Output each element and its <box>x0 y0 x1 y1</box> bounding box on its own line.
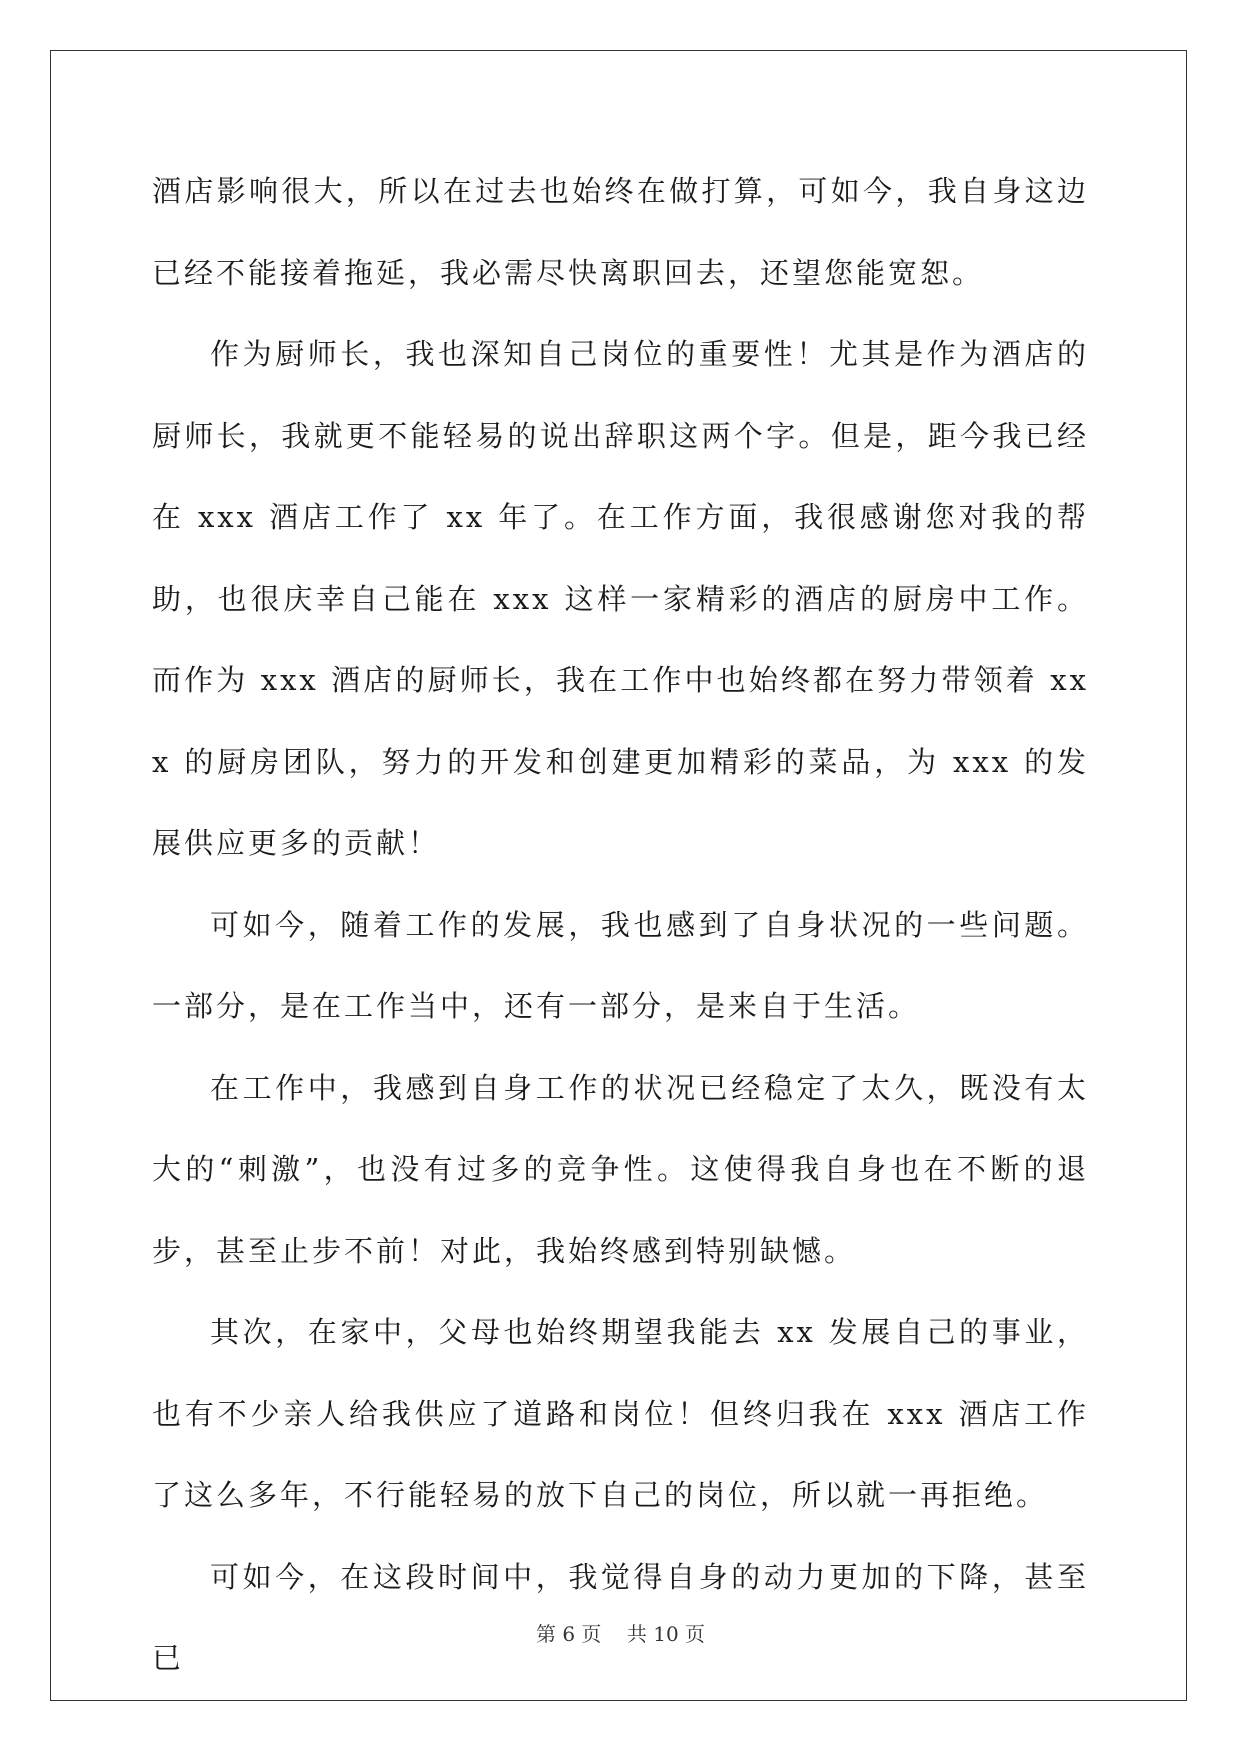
paragraph-2: 作为厨师长，我也深知自己岗位的重要性！尤其是作为酒店的厨师长，我就更不能轻易的说出辞职这两个字。但是，距今我已经在 xxx 酒店工作了 xx 年了。在工作方面，我很感谢您对我的帮助，也很庆幸自己能在 xxx 这样一家精彩的酒店的厨房中工作。而作为 xxx 酒店的厨师长，我在工作中也始终都在努力带领着 xxx 的厨房团队，努力的开发和创建更加精彩的菜品，为 xxx 的发展供应更多的贡献！ <box>152 337 1089 860</box>
paragraph-3: 可如今，随着工作的发展，我也感到了自身状况的一些问题。一部分，是在工作当中，还有一部分，是来自于生活。 <box>152 907 1089 1023</box>
page-footer <box>0 1618 1241 1647</box>
page-total: 共 10 页 <box>626 1622 706 1646</box>
paragraph-5: 其次，在家中，父母也始终期望我能去 xx 发展自己的事业，也有不少亲人给我供应了道路和岗位！但终归我在 xxx 酒店工作了这么多年，不行能轻易的放下自己的岗位，所以就一再拒绝。 <box>152 1315 1089 1512</box>
paragraph-4: 在工作中，我感到自身工作的状况已经稳定了太久，既没有太大的“刺激”，也没有过多的竞争性。这使得我自身也在不断的退步，甚至止步不前！对此，我始终感到特别缺憾。 <box>152 1070 1089 1268</box>
page-number: 第 6 页 <box>535 1622 602 1646</box>
paragraph-1: 酒店影响很大，所以在过去也始终在做打算，可如今，我自身这边已经不能接着拖延，我必需尽快离职回去，还望您能宽恕。 <box>152 174 1089 290</box>
document-body <box>152 151 1089 1700</box>
paragraph-6: 可如今，在这段时间中，我觉得自身的动力更加的下降，甚至已 <box>152 1559 1089 1675</box>
